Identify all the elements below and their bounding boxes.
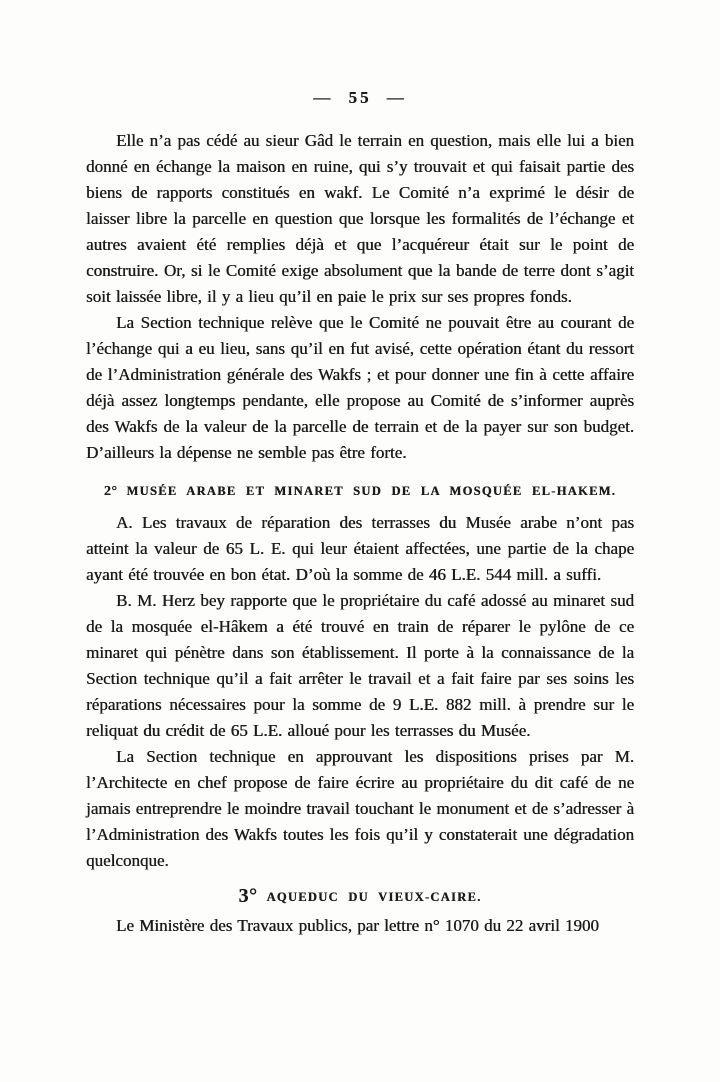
body-text xyxy=(86,128,634,939)
section-title: MUSÉE ARABE ET MINARET SUD DE LA MOSQUÉE EL-HAKEM. xyxy=(126,484,617,498)
page-number: — 55 — xyxy=(313,88,407,107)
paragraph-section-technique-releve: La Section technique relève que le Comité ne pouvait être au courant de l’échange qui a eu lieu, sans qu’il en fut avisé, cette opération étant du ressort de l’Administration générale des Wakfs ; et pour donner une fin à cette affaire déjà assez longtemps pendante, elle propose au Comité de s’informer auprès des Wakfs de la valeur de la parcelle de terrain et de la payer sur son budget. D’ailleurs la dépense ne semble pas être forte. xyxy=(86,313,634,462)
paragraph-b-herz-bey-minaret: B. M. Herz bey rapporte que le propriétaire du café adossé au minaret sud de la mosquée el-Hâkem a été trouvé en train de réparer le pylône de ce minaret qui pénètre dans son établissement. Il porte à la connaissance de la Section technique qu’il a fait arrêter le travail et a fait faire par ses soins les réparations nécessaires pour la somme de 9 L.E. 882 mill. à prendre sur le reliquat du crédit de 65 L.E. alloué pour les terrasses du Musée. xyxy=(86,591,634,740)
paragraph-ministere-travaux-publics: Le Ministère des Travaux publics, par lettre n° 1070 du 22 avril 1900 xyxy=(116,916,599,935)
section-title: AQUEDUC DU VIEUX-CAIRE. xyxy=(266,890,482,904)
paragraph-a-terrasses-musee: A. Les travaux de réparation des terrasses du Musée arabe n’ont pas atteint la valeur de 65 L. E. qui leur étaient affectées, une partie de la chape ayant été trouvée en bon état. D’où la somme de 46 L.E. 544 mill. a suffi. xyxy=(86,513,634,584)
paragraph-section-technique-approbation: La Section technique en approuvant les dispositions prises par M. l’Architecte en chef propose de faire écrire au propriétaire du dit café de ne jamais entreprendre le moindre travail touchant le monument et de s’adresser à l’Administration des Wakfs toutes les fois qu’il y constaterait une dégradation quelconque. xyxy=(86,747,634,870)
section-number: 3° xyxy=(238,885,258,907)
section-heading-musee-arabe xyxy=(86,479,634,501)
text-block xyxy=(86,88,634,939)
paragraph-terrain-echange: Elle n’a pas cédé au sieur Gâd le terrain en question, mais elle lui a bien donné en échange la maison en ruine, qui s’y trouvait et qui faisait partie des biens de rapports constitués en wakf. Le Comité n’a exprimé le désir de laisser libre la parcelle en question que lorsque les formalités de l’échange et autres avaient été remplies déjà et que l’acquéreur était sur le point de construire. Or, si le Comité exige absolument que la bande de terre dont s’agit soit laissée libre, il y a lieu qu’il en paie le prix sur ses propres fonds. xyxy=(86,131,634,306)
section-number: 2° xyxy=(103,484,118,499)
section-heading-aqueduc xyxy=(86,885,634,906)
